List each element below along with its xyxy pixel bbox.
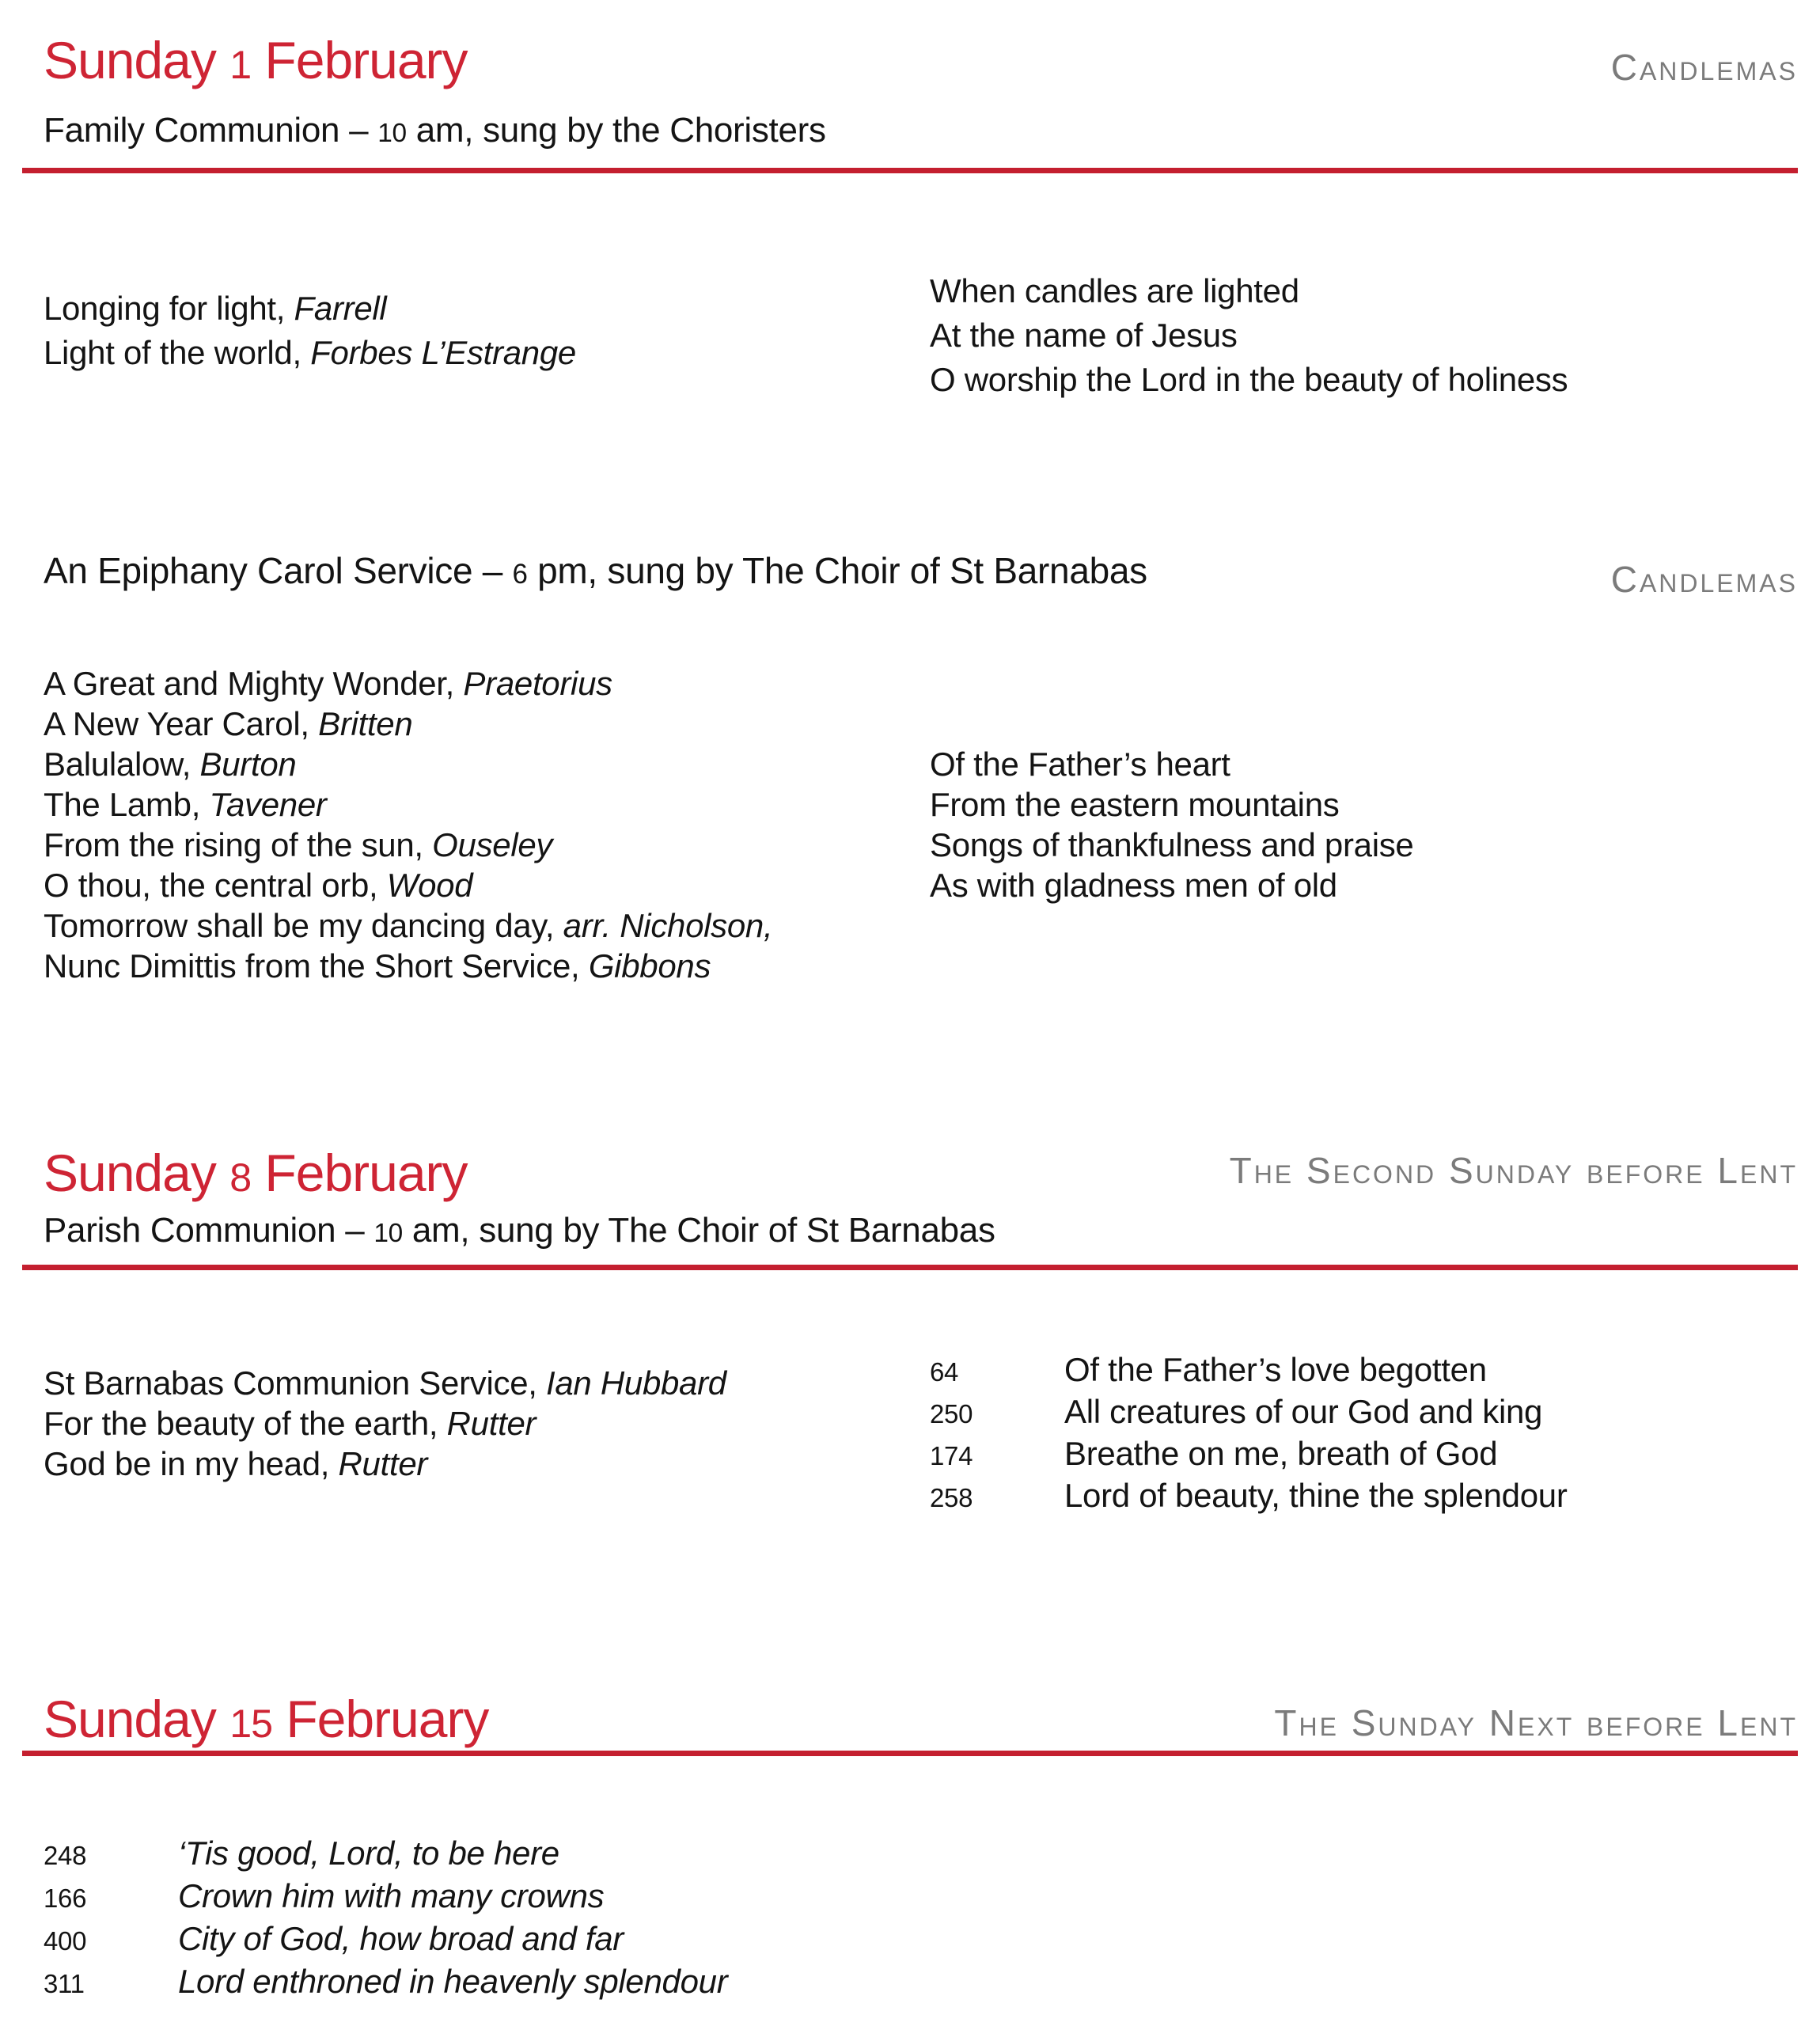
hymn-number: 248 bbox=[44, 1841, 87, 1870]
composer-name: Rutter bbox=[338, 1445, 428, 1482]
hymn-line bbox=[930, 313, 1568, 358]
service-title: An Epiphany Carol Service – 6 pm, sung by The Choir of St Barnabas bbox=[44, 550, 1147, 591]
title-text: At the name of Jesus bbox=[930, 317, 1238, 354]
hymn-line bbox=[930, 784, 1413, 825]
date-heading: Sunday 1 February bbox=[44, 31, 468, 89]
carol-line bbox=[44, 865, 772, 905]
hymn-number: 64 bbox=[930, 1357, 959, 1387]
composer-name: City of God, how broad and far bbox=[178, 1920, 624, 1957]
hymn-number: 174 bbox=[930, 1441, 973, 1470]
title-text: From the rising of the sun, bbox=[44, 826, 433, 863]
hymn-number: 250 bbox=[930, 1399, 973, 1428]
hymn-number: 258 bbox=[930, 1483, 973, 1512]
hymn-row bbox=[44, 1918, 727, 1961]
composer-name: ‘Tis good, Lord, to be here bbox=[178, 1834, 559, 1872]
title-text: Light of the world, bbox=[44, 334, 311, 371]
hymn-line bbox=[930, 358, 1568, 402]
hymn-line bbox=[930, 744, 1413, 784]
oldstyle-numeral: 6 bbox=[512, 559, 528, 590]
title-text: A Great and Mighty Wonder, bbox=[44, 665, 464, 702]
title-text: O worship the Lord in the beauty of holiness bbox=[930, 361, 1568, 398]
title-text: All creatures of our God and king bbox=[1064, 1393, 1543, 1430]
title-text: The Lamb, bbox=[44, 786, 210, 823]
title-text: Songs of thankfulness and praise bbox=[930, 826, 1414, 863]
title-text: As with gladness men of old bbox=[930, 867, 1337, 904]
anthem-line bbox=[44, 331, 576, 375]
carol-line bbox=[44, 825, 772, 865]
title-text: Breathe on me, breath of God bbox=[1064, 1435, 1498, 1472]
title-text: Balulalow, bbox=[44, 746, 200, 783]
hymn-row bbox=[930, 1434, 1568, 1476]
numbered-hymn-list bbox=[44, 1833, 727, 2004]
date-heading: Sunday 15 February bbox=[44, 1690, 489, 1748]
composer-name: Farrell bbox=[294, 290, 387, 327]
hymn-line bbox=[930, 865, 1413, 905]
title-text: God be in my head, bbox=[44, 1445, 339, 1482]
composer-name: Wood bbox=[386, 867, 473, 904]
hymn-number: 400 bbox=[44, 1926, 87, 1956]
service-subtitle: Parish Communion – 10 am, sung by The Choir of St Barnabas bbox=[44, 1211, 995, 1250]
title-text: Lord of beauty, thine the splendour bbox=[1064, 1477, 1568, 1514]
anthem-list bbox=[44, 286, 576, 375]
hymn-number: 311 bbox=[44, 1969, 85, 1998]
composer-name: Praetorius bbox=[463, 665, 612, 702]
divider-rule bbox=[22, 1265, 1798, 1270]
hymn-list bbox=[930, 744, 1413, 905]
title-text: A New Year Carol, bbox=[44, 705, 319, 742]
hymn-number: 166 bbox=[44, 1884, 87, 1913]
numbered-hymn-list bbox=[930, 1350, 1568, 1518]
hymn-row bbox=[930, 1476, 1568, 1518]
title-text: O thou, the central orb, bbox=[44, 867, 387, 904]
composer-name: Britten bbox=[318, 705, 413, 742]
title-text: From the eastern mountains bbox=[930, 786, 1340, 823]
composer-name: Rutter bbox=[446, 1405, 537, 1442]
divider-rule bbox=[22, 1751, 1798, 1756]
carol-line bbox=[44, 663, 772, 704]
composer-name: Forbes L’Estrange bbox=[310, 334, 576, 371]
setting-list bbox=[44, 1363, 726, 1484]
hymn-row bbox=[44, 1876, 727, 1918]
carol-list bbox=[44, 663, 772, 986]
feast-label: The Sunday Next before Lent bbox=[1274, 1702, 1798, 1743]
composer-name: Crown him with many crowns bbox=[178, 1877, 605, 1914]
hymn-row bbox=[930, 1392, 1568, 1434]
feast-label: Candlemas bbox=[1610, 47, 1798, 88]
composer-name: Ouseley bbox=[432, 826, 553, 863]
title-text: St Barnabas Communion Service, bbox=[44, 1364, 546, 1402]
oldstyle-numeral: 15 bbox=[229, 1702, 272, 1746]
carol-line bbox=[44, 704, 772, 744]
oldstyle-numeral: 8 bbox=[229, 1155, 252, 1200]
carol-line bbox=[44, 784, 772, 825]
service-subtitle: Family Communion – 10 am, sung by the Choristers bbox=[44, 111, 826, 150]
carol-line bbox=[44, 744, 772, 784]
hymn-row bbox=[930, 1350, 1568, 1392]
composer-name: arr. Nicholson, bbox=[563, 907, 773, 944]
title-text: Tomorrow shall be my dancing day, bbox=[44, 907, 563, 944]
date-heading: Sunday 8 February bbox=[44, 1144, 468, 1202]
hymn-line bbox=[930, 269, 1568, 313]
feast-label: Candlemas bbox=[1610, 559, 1798, 600]
title-text: Longing for light, bbox=[44, 290, 294, 327]
setting-line bbox=[44, 1444, 726, 1484]
title-text: Of the Father’s heart bbox=[930, 746, 1230, 783]
feast-label: The Second Sunday before Lent bbox=[1229, 1150, 1798, 1191]
setting-line bbox=[44, 1363, 726, 1403]
hymn-line bbox=[930, 825, 1413, 865]
anthem-line bbox=[44, 286, 576, 331]
title-text: Nunc Dimittis from the Short Service, bbox=[44, 947, 589, 985]
divider-rule bbox=[22, 168, 1798, 173]
carol-line bbox=[44, 905, 772, 946]
hymn-list bbox=[930, 269, 1568, 402]
composer-name: Burton bbox=[199, 746, 297, 783]
title-text: Of the Father’s love begotten bbox=[1064, 1351, 1487, 1388]
composer-name: Tavener bbox=[209, 786, 327, 823]
hymn-row bbox=[44, 1961, 727, 2004]
composer-name: Gibbons bbox=[588, 947, 711, 985]
oldstyle-numeral: 10 bbox=[377, 119, 407, 148]
oldstyle-numeral: 10 bbox=[373, 1219, 403, 1248]
title-text: For the beauty of the earth, bbox=[44, 1405, 447, 1442]
composer-name: Lord enthroned in heavenly splendour bbox=[178, 1963, 728, 2000]
oldstyle-numeral: 1 bbox=[229, 43, 252, 87]
title-text: When candles are lighted bbox=[930, 272, 1299, 309]
composer-name: Ian Hubbard bbox=[546, 1364, 726, 1402]
setting-line bbox=[44, 1403, 726, 1444]
hymn-row bbox=[44, 1833, 727, 1876]
carol-line bbox=[44, 946, 772, 986]
